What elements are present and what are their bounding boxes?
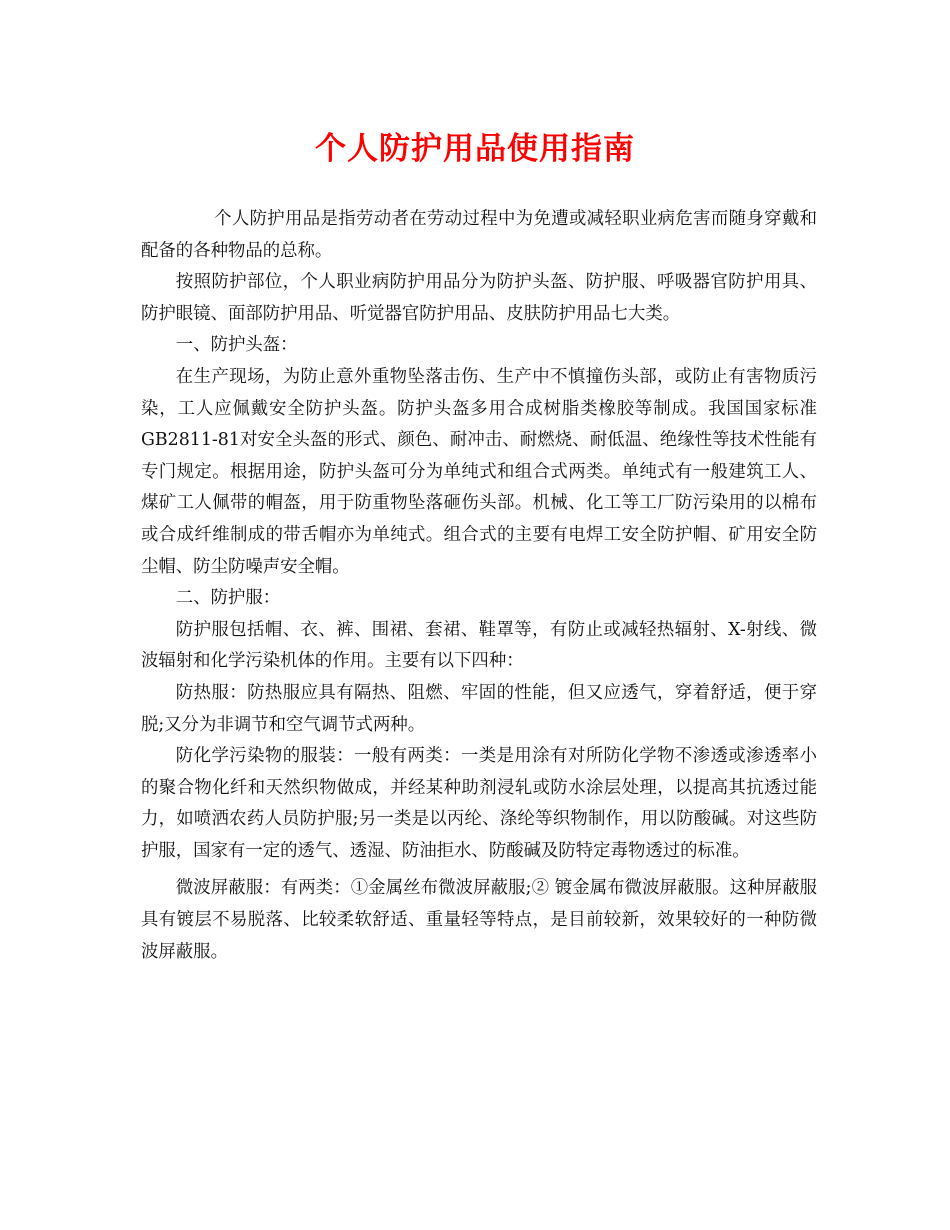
document-title: 个人防护用品使用指南 — [315, 131, 635, 167]
paragraph-clothing-intro: 防护服包括帽、衣、裤、围裙、套裙、鞋罩等，有防止或减轻热辐射、X-射线、微波辐射和化学污染机体的作用。主要有以下四种： — [141, 619, 817, 672]
paragraph-chemical-protective-clothing: 防化学污染物的服装：一般有两类：一类是用涂有对所防化学物不渗透或渗透率小的聚合物化纤和天然织物做成，并经某种助剂浸轧或防水涂层处理，以提高其抗透过能力，如喷洒农药人员防护服;另一类是以丙纶、涤纶等织物制作，用以防酸碱。对这些防护服，国家有一定的透气、透湿、防油拒水、防酸碱及防特定毒物透过的标准。 — [141, 746, 817, 861]
paragraph-microwave-shielding-clothing: 微波屏蔽服：有两类：①金属丝布微波屏蔽服;② 镀金属布微波屏蔽服。这种屏蔽服具有镀层不易脱落、比较柔软舒适、重量轻等特点，是目前较新，效果较好的一种防微波屏蔽服。 — [141, 878, 817, 962]
section-heading-helmet: 一、防护头盔： — [175, 335, 298, 356]
paragraph-definition: 个人防护用品是指劳动者在劳动过程中为免遭或减轻职业病危害而随身穿戴和配备的各种物品的总称。 — [141, 209, 817, 261]
document-body — [141, 204, 817, 968]
paragraph-helmet: 在生产现场，为防止意外重物坠落击伤、生产中不慎撞伤头部，或防止有害物质污染，工人应佩戴安全防护头盔。防护头盔多用合成树脂类橡胶等制成。我国国家标准GB2811-81对安全头盔的形式、颜色、耐冲击、耐燃烧、耐低温、绝缘性等技术性能有专门规定。根据用途，防护头盔可分为单纯式和组合式两类。单纯式有一般建筑工人、煤矿工人佩带的帽盔，用于防重物坠落砸伤头部。机械、化工等工厂防污染用的以棉布或合成纤维制成的带舌帽亦为单纯式。组合式的主要有电焊工安全防护帽、矿用安全防尘帽、防尘防噪声安全帽。 — [141, 366, 817, 577]
paragraph-heat-protective-clothing: 防热服：防热服应具有隔热、阻燃、牢固的性能，但又应透气，穿着舒适，便于穿脱;又分为非调节和空气调节式两种。 — [141, 682, 817, 735]
paragraph-categories: 按照防护部位，个人职业病防护用品分为防护头盔、防护服、呼吸器官防护用具、防护眼镜、面部防护用品、听觉器官防护用品、皮肤防护用品七大类。 — [141, 272, 817, 324]
section-heading-clothing: 二、防护服： — [175, 588, 281, 609]
